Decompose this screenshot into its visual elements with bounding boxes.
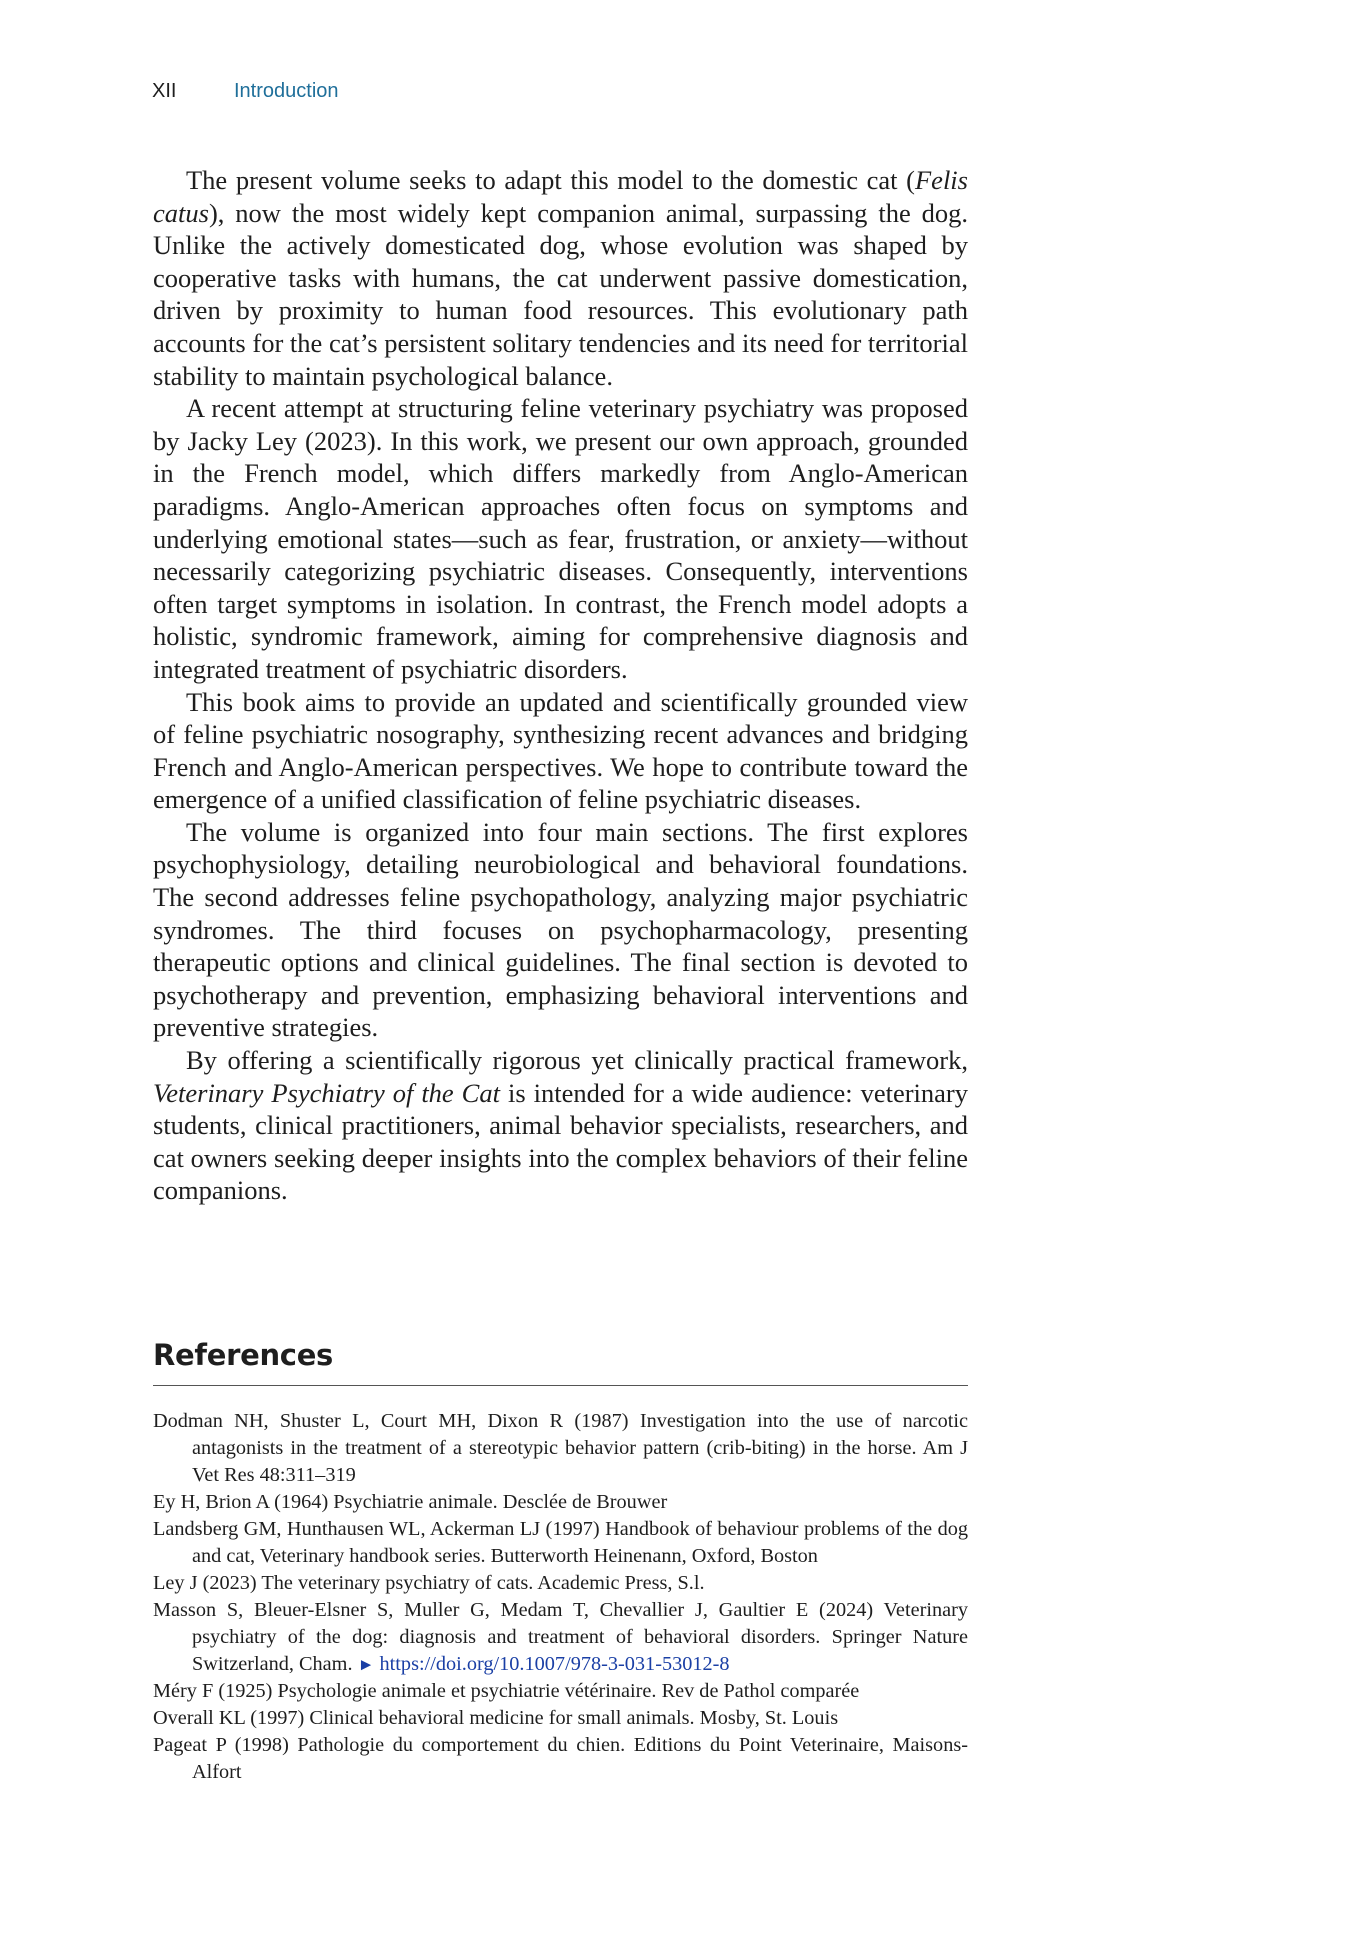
running-head-section: Introduction [234, 80, 339, 102]
link-arrow-icon: ► [357, 1655, 375, 1674]
reference-item: Overall KL (1997) Clinical behavioral medicine for small animals. Mosby, St. Louis [153, 1707, 839, 1729]
book-title: Veterinary Psychiatry of the Cat [153, 1077, 500, 1108]
paragraph-4: The volume is organized into four main sections. The first explores psychophysiology, detailing neurobiological and behavioral foundations. The second addresses feline psychopathology, analyzing major psychiatric syndromes. The third focuses on psychopharmacology, presenting therapeutic options and clinical guidelines. The final section is devoted to psychotherapy and prevention, emphasizing behavioral interventions and preventive strategies. [153, 816, 968, 1043]
reference-list [153, 1408, 968, 1786]
doi-link[interactable]: https://doi.org/10.1007/978-3-031-53012-8 [379, 1653, 730, 1675]
body-text [153, 164, 968, 1207]
reference-item: Méry F (1925) Psychologie animale et psychiatrie vétérinaire. Rev de Pathol comparée [153, 1680, 860, 1702]
reference-item: Ey H, Brion A (1964) Psychiatrie animale. Desclée de Brouwer [153, 1491, 668, 1513]
paragraph-5-start: By offering a scientifically rigorous yet clinically practical framework, [186, 1045, 968, 1076]
paragraph-5 [153, 1044, 968, 1207]
reference-item: Pageat P (1998) Pathologie du comportement du chien. Editions du Point Veterinaire, Maisons-Alfort [153, 1734, 968, 1783]
reference-item: Ley J (2023) The veterinary psychiatry of cats. Academic Press, S.l. [153, 1572, 705, 1594]
paragraph-5-end: is intended for a wide audience: veterinary students, clinical practitioners, animal behavior specialists, researchers, and cat owners seeking deeper insights into the complex behaviors of their feline companions. [153, 1077, 968, 1206]
references-heading: References [153, 1335, 968, 1386]
running-head [152, 78, 339, 104]
reference-item: Dodman NH, Shuster L, Court MH, Dixon R (1987) Investigation into the use of narcotic antagonists in the treatment of a stereotypic behavior pattern (crib-biting) in the horse. Am J Vet Res 48:311–319 [153, 1410, 968, 1486]
paragraph-3: This book aims to provide an updated and scientifically grounded view of feline psychiatric nosography, synthesizing recent advances and bridging French and Anglo-American perspectives. We hope to contribute toward the emergence of a unified classification of feline psychiatric diseases. [153, 686, 968, 815]
reference-item [153, 1597, 968, 1678]
reference-text: Masson S, Bleuer-Elsner S, Muller G, Medam T, Chevallier J, Gaultier E (2024) Veterinary psychiatry of the dog: diagnosis and treatment of behavioral disorders. Springer Nature Switzerland, Cham. [153, 1599, 968, 1675]
page-number: XII [152, 80, 177, 102]
paragraph-1-end: ), now the most widely kept companion animal, surpassing the dog. Unlike the actively domesticated dog, whose evolution was shaped by cooperative tasks with humans, the cat underwent passive domestication, driven by proximity to human food resources. This evolutionary path accounts for the cat’s persistent solitary tendencies and its need for territorial stability to maintain psychological balance. [153, 197, 968, 391]
paragraph-2: A recent attempt at structuring feline veterinary psychiatry was proposed by Jacky Ley (2023). In this work, we present our own approach, grounded in the French model, which differs markedly from Anglo-American paradigms. Anglo-American approaches often focus on symptoms and underlying emotional states—such as fear, frustration, or anxiety—without necessarily categorizing psychiatric diseases. Consequently, interventions often target symptoms in isolation. In contrast, the French model adopts a holistic, syndromic framework, aiming for comprehensive diagnosis and integrated treatment of psychiatric disorders. [153, 393, 968, 684]
paragraph-1 [153, 164, 968, 392]
paragraph-1-start: The present volume seeks to adapt this model to the domestic cat ( [186, 165, 915, 195]
reference-item: Landsberg GM, Hunthausen WL, Ackerman LJ (1997) Handbook of behaviour problems of the dog and cat, Veterinary handbook series. Butterworth Heinenann, Oxford, Boston [153, 1518, 968, 1567]
species-name: Felis catus [153, 165, 968, 228]
